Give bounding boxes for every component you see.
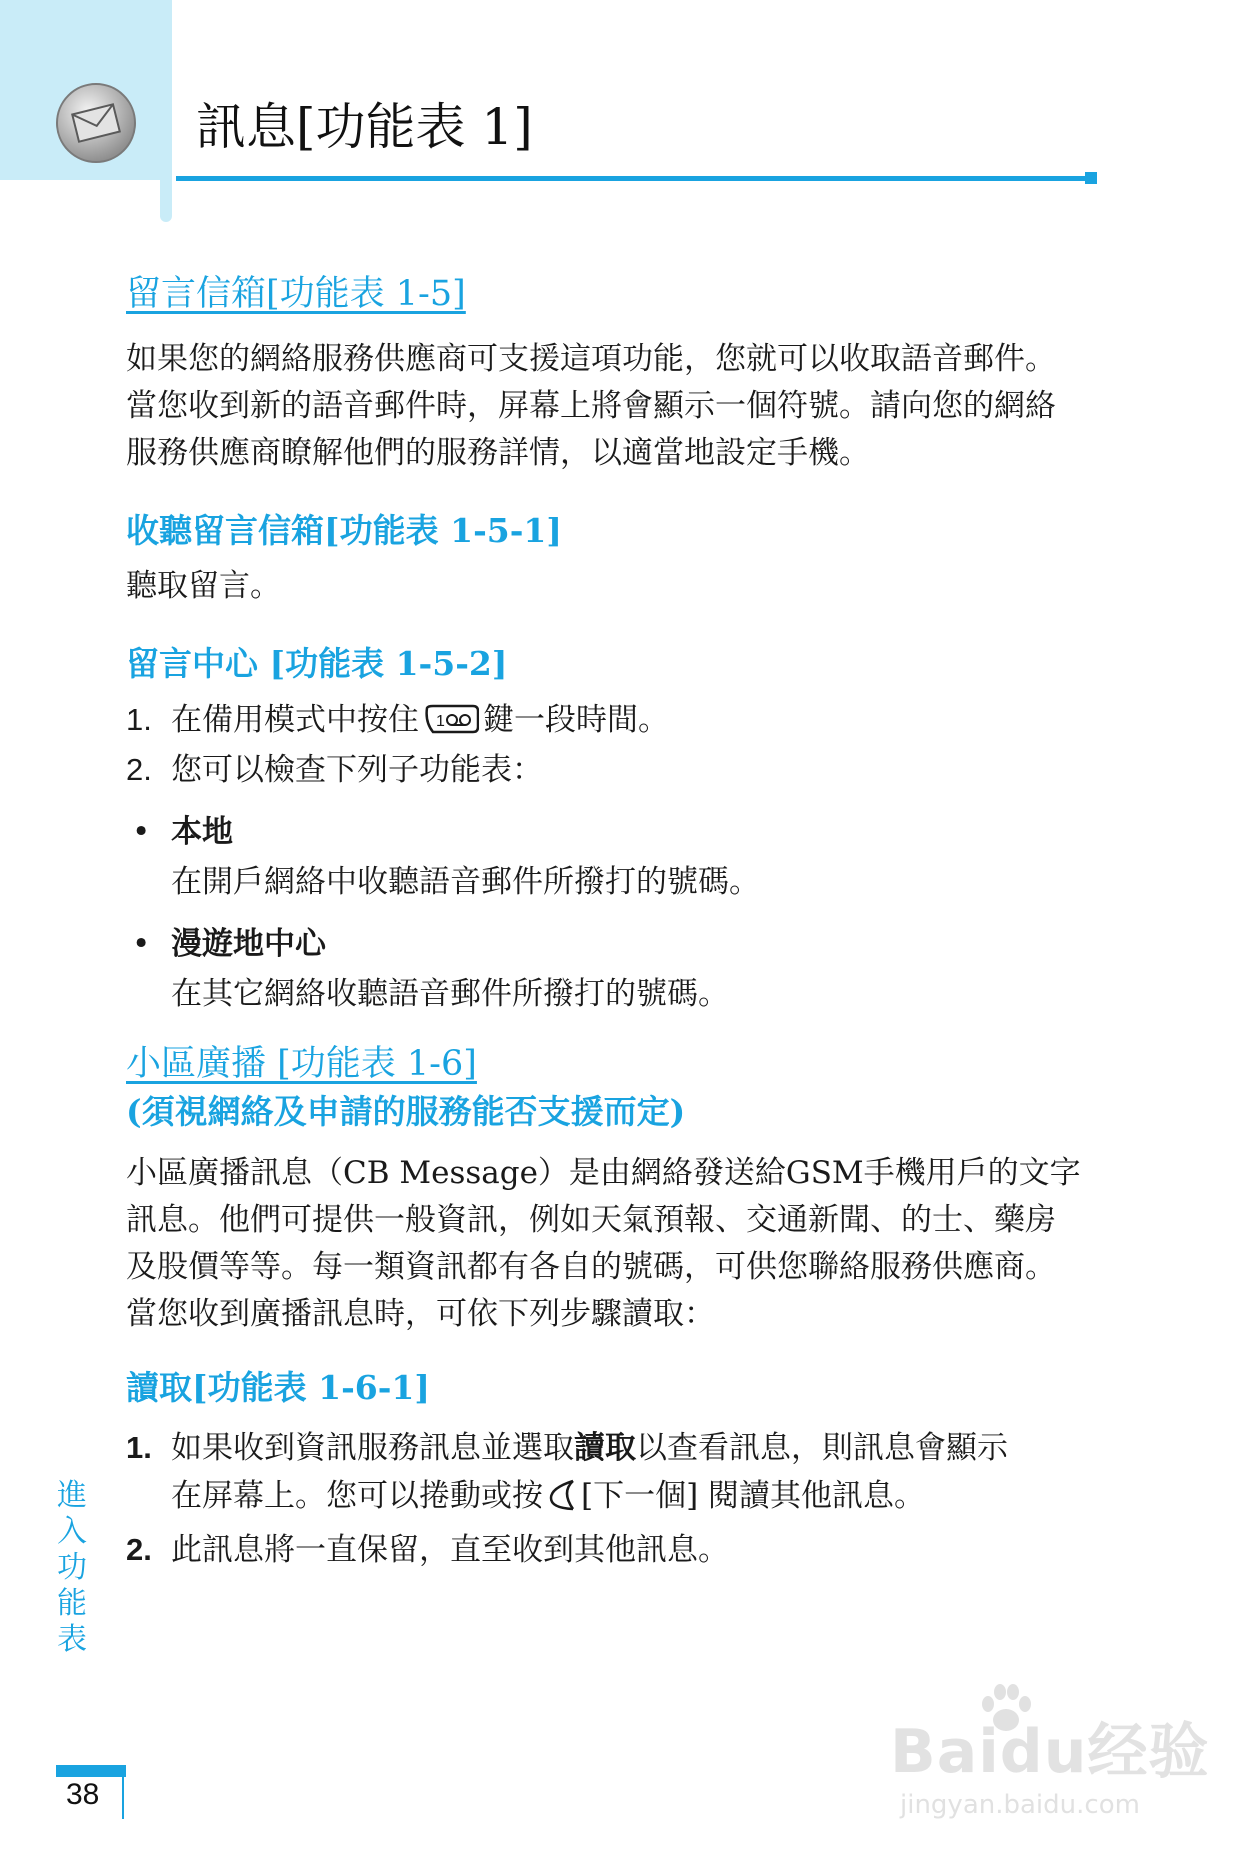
list-item bbox=[126, 920, 1086, 1018]
side-tab-char: 能 bbox=[57, 1586, 87, 1621]
svg-text:1: 1 bbox=[436, 713, 445, 730]
bullet-title: 漫遊地中心 bbox=[171, 926, 326, 962]
header-corner-strip bbox=[160, 0, 172, 222]
page-number-bar bbox=[56, 1765, 126, 1777]
bullet-title: 本地 bbox=[171, 814, 233, 850]
section-heading-center: 留言中心 [功能表 1-5-2] bbox=[126, 644, 508, 683]
cell-broadcast-body: 小區廣播訊息（CB Message）是由網絡發送給GSM手機用戶的文字訊息。他們可提供一般資訊，例如天氣預報、交通新聞、的士、藥房及股價等等。每一類資訊都有各自的號碼，可供您聯絡服務供應商。當您收到廣播訊息時，可依下列步驟讀取： bbox=[126, 1155, 1081, 1332]
list-item bbox=[126, 808, 1086, 906]
step-text: 您可以檢查下列子功能表： bbox=[171, 752, 543, 788]
list-item bbox=[126, 1526, 1086, 1574]
side-tab-label bbox=[52, 1478, 92, 1658]
page-number: 38 bbox=[66, 1778, 100, 1811]
step-number: 2. bbox=[126, 1532, 152, 1567]
step-text: 如果收到資訊服務訊息並選取 bbox=[171, 1430, 574, 1466]
side-tab-char: 表 bbox=[57, 1622, 87, 1657]
step-number: 2. bbox=[126, 752, 152, 787]
step-text: [下一個] 閱讀其他訊息。 bbox=[581, 1478, 926, 1514]
step-number: 1. bbox=[126, 702, 152, 737]
title-underline bbox=[176, 176, 1091, 181]
list-item bbox=[126, 1424, 1086, 1520]
step-text: 鍵一段時間。 bbox=[483, 702, 669, 738]
page-content bbox=[126, 270, 1086, 1574]
list-item bbox=[126, 696, 1086, 744]
center-steps bbox=[126, 696, 1086, 794]
side-tab-char: 進 bbox=[57, 1478, 87, 1513]
bullet-text: 在開戶網絡中收聽語音郵件所撥打的號碼。 bbox=[171, 864, 760, 900]
voicemail-key-icon bbox=[423, 702, 479, 736]
step-text: 以查看訊息，則訊息會顯示在屏幕上。您可以捲動或按 bbox=[171, 1430, 1008, 1514]
section-heading-voicemail: 留言信箱[功能表 1-5] bbox=[126, 274, 466, 314]
chapter-title: 訊息[功能表 1] bbox=[196, 98, 533, 156]
watermark-brand: Baidu经验 bbox=[890, 1717, 1210, 1787]
bullet-icon: • bbox=[132, 814, 151, 850]
listen-body: 聽取留言。 bbox=[126, 568, 281, 604]
voicemail-body: 如果您的網絡服務供應商可支援這項功能，您就可以收取語音郵件。當您收到新的語音郵件時，屏幕上將會顯示一個符號。請向您的網絡服務供應商瞭解他們的服務詳情，以適當地設定手機。 bbox=[126, 341, 1056, 471]
bullet-icon: • bbox=[132, 926, 151, 962]
read-keyword: 讀取 bbox=[574, 1430, 636, 1466]
watermark bbox=[890, 1700, 1210, 1830]
page-number-rule bbox=[122, 1777, 124, 1819]
step-text: 此訊息將一直保留，直至收到其他訊息。 bbox=[171, 1532, 729, 1568]
list-item bbox=[126, 746, 1086, 794]
step-number: 1. bbox=[126, 1430, 152, 1465]
bullet-text: 在其它網絡收聽語音郵件所撥打的號碼。 bbox=[171, 976, 729, 1012]
section-heading-read: 讀取[功能表 1-6-1] bbox=[126, 1368, 430, 1407]
read-steps bbox=[126, 1424, 1086, 1574]
side-tab-char: 入 bbox=[57, 1514, 87, 1549]
title-underline-end bbox=[1085, 172, 1097, 184]
section-heading-listen: 收聽留言信箱[功能表 1-5-1] bbox=[126, 511, 562, 550]
message-envelope-icon bbox=[55, 82, 137, 164]
section-heading-cell-broadcast: 小區廣播 [功能表 1-6] bbox=[126, 1044, 477, 1084]
side-tab-char: 功 bbox=[57, 1550, 87, 1585]
watermark-url: jingyan.baidu.com bbox=[900, 1790, 1140, 1820]
right-softkey-icon bbox=[547, 1478, 577, 1512]
step-text: 在備用模式中按住 bbox=[171, 702, 419, 738]
section-subheading-cell-broadcast: (須視網絡及申請的服務能否支援而定) bbox=[126, 1092, 686, 1131]
